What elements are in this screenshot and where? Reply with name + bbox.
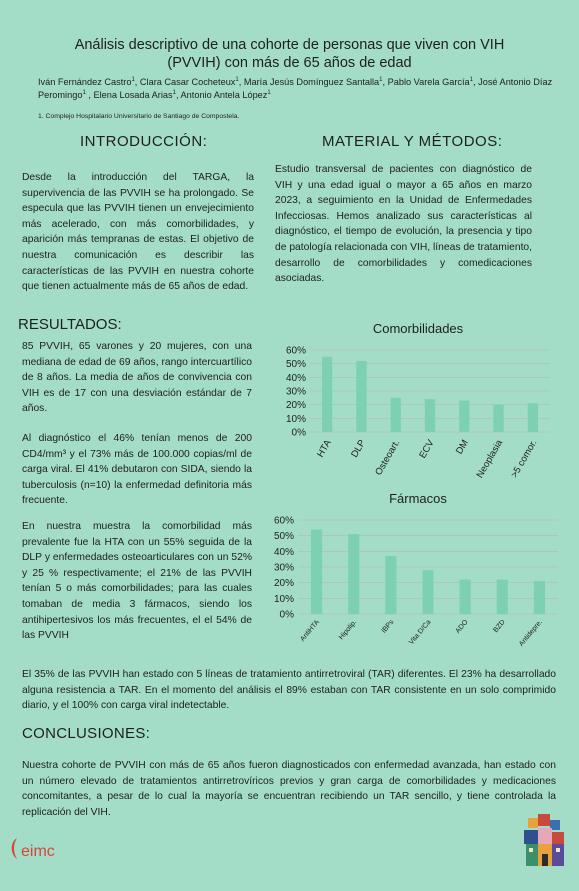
bar — [322, 357, 332, 432]
results-paragraph-1: 85 PVVIH, 65 varones y 20 mujeres, con una mediana de edad de 69 años, rango intercuartílico de 8 años. La media de años de convivencia con VIH es de 17 con una desviación estándar de 7 años. — [22, 341, 252, 415]
svg-text:eimc: eimc — [21, 843, 55, 860]
conclusions-heading: CONCLUSIONES: — [22, 725, 151, 742]
author-name: María Jesús Domínguez Santalla — [243, 77, 380, 87]
author-affiliation-mark: 1 — [172, 89, 176, 96]
x-tick-label: ADO — [454, 618, 470, 635]
author-name: Iván Fernández Castro — [38, 77, 132, 87]
author-list: Iván Fernández Castro$^1$, Clara Casar Cocheteux$^1$, María Jesús Domínguez Santalla$^1$, Pablo Varela García$^1$, José Antonio Díaz Peromingo$^1$ , Elena Losada Arias$^1$, Antonio Antela López$^1$ — [38, 76, 553, 100]
author-name: Antonio Antela López — [180, 89, 268, 100]
x-tick-label: Antidepre. — [518, 618, 544, 648]
y-tick-label: 10% — [285, 413, 306, 425]
methods-text: Estudio transversal de pacientes con diagnóstico de VIH y una edad igual o mayor a 65 años en marzo 2023, a seguimiento en la Unidad de Enfermedades Infecciosas. Hemos analizado sus características al diagnóstico, el tiempo de evolución, la presencia y tipo de patología relacionada con VIH, líneas de tratamiento, desarrollo de comorbilidades y comedicaciones asociadas. — [275, 164, 533, 285]
bar — [385, 556, 396, 614]
results-paragraph-2: Al diagnóstico el 46% tenían menos de 200 CD4/mm³ y el 73% más de 100.000 copias/ml de carga viral. El 41% debutaron con SIDA, siendo la tuberculosis (n=10) la enfermedad definitoria más frecuente. — [22, 433, 252, 507]
poster-title — [20, 36, 559, 72]
eimc-logo — [8, 832, 74, 866]
y-tick-label: 20% — [285, 400, 306, 412]
y-tick-label: 60% — [273, 515, 294, 527]
x-tick-label: HTA — [315, 438, 334, 460]
y-tick-label: 0% — [291, 427, 306, 439]
bar — [528, 403, 538, 432]
chart-title: Fármacos — [389, 491, 447, 506]
x-tick-label: Neoplasia — [474, 438, 506, 481]
y-tick-label: 0% — [279, 609, 294, 621]
bar — [311, 529, 322, 614]
x-tick-label: Osteoart. — [373, 438, 403, 478]
results-heading: RESULTADOS: — [18, 316, 122, 333]
x-tick-label: >5 comor. — [508, 438, 540, 480]
bar — [348, 534, 359, 614]
intro-heading: INTRODUCCIÓN: — [80, 133, 208, 150]
affiliation: 1. Complejo Hospitalario Universitario de Santiago de Compostela. — [38, 113, 240, 120]
y-tick-label: 40% — [285, 372, 306, 384]
y-tick-label: 60% — [285, 345, 306, 357]
bar — [493, 405, 503, 432]
author-affiliation-mark: 1 — [267, 89, 271, 96]
bar — [425, 399, 435, 432]
bar — [391, 398, 401, 432]
bar — [460, 580, 471, 614]
author-name: José Antonio Díaz Peromingo — [38, 77, 553, 100]
drugs-chart — [270, 488, 570, 660]
author-affiliation-mark: 1 — [82, 89, 86, 96]
title-line-2: (PVVIH) con más de 65 años de edad — [167, 55, 412, 71]
author-name: Elena Losada Arias — [93, 89, 173, 100]
pixel-building-icon — [520, 812, 568, 870]
x-tick-label: Hipolip. — [337, 618, 359, 642]
logo-swoosh-icon — [12, 838, 17, 859]
bar — [459, 401, 469, 432]
chart-title: Comorbilidades — [372, 321, 464, 336]
x-tick-label: IBPs — [380, 618, 396, 635]
x-tick-label: DM — [453, 438, 471, 457]
comorbidities-chart — [270, 318, 570, 493]
x-tick-label: DLP — [349, 438, 369, 460]
author-name: Clara Casar Cocheteux — [139, 77, 236, 87]
bar — [356, 361, 366, 432]
y-tick-label: 30% — [273, 562, 294, 574]
y-tick-label: 20% — [273, 578, 294, 590]
bar — [497, 580, 508, 614]
x-tick-label: AntiHTA — [299, 618, 322, 643]
x-tick-label: ECV — [417, 438, 437, 461]
y-tick-label: 40% — [273, 546, 294, 558]
intro-text: Desde la introducción del TARGA, la supervivencia de las PVVIH se ha prolongado. Se especula que las PVVIH tienen un envejecimiento más acelerado, con más comorbilidades, y aparición más tempranas de estas. El objetivo de nuestra comunicación es describir las características de las PVVIH en nuestra cohorte que tienen actualmente más de 65 años de edad. — [22, 172, 254, 293]
x-tick-label: Vita D/Ca — [407, 618, 433, 647]
author-affiliation-mark: 1 — [235, 76, 239, 83]
y-tick-label: 10% — [273, 593, 294, 605]
author-affiliation-mark: 1 — [131, 76, 135, 83]
y-tick-label: 30% — [285, 386, 306, 398]
author-affiliation-mark: 1 — [379, 76, 383, 83]
y-tick-label: 50% — [285, 359, 306, 371]
x-tick-label: BZD — [492, 618, 507, 635]
author-name: Pablo Varela García — [387, 77, 470, 87]
methods-heading: MATERIAL Y MÉTODOS: — [322, 133, 503, 150]
y-tick-label: 50% — [273, 531, 294, 543]
title-line-1: Análisis descriptivo de una cohorte de personas que viven con VIH — [74, 37, 505, 53]
bar — [422, 570, 433, 614]
bar — [534, 581, 545, 614]
results-paragraph-3: En nuestra muestra la comorbilidad más prevalente fue la HTA con un 55% seguida de la DLP y enfermedades osteoarticulares con un 52% y 25 % respectivamente; el 21% de las PVVIH tenían 5 o más comorbilidades; para las cuales tomaban de media 3 fármacos, siendo los antihipertesivos los más frecuentes, el el 54% de las PVVIH — [22, 521, 252, 642]
author-affiliation-mark: 1 — [469, 76, 473, 83]
conclusions-text: Nuestra cohorte de PVVIH con más de 65 años fueron diagnosticados con enfermedad avanzada, han estado con un número elevado de tratamientos antirretrovíricos previos y gran carga de comorbilidades y medicaciones concomitantes, a pesar de lo cual la mayoría se encuentran recibiendo un TAR sencillo, y tiene controlada la replicación del VIH. — [22, 760, 556, 818]
results-paragraph-4: El 35% de las PVVIH han estado con 5 líneas de tratamiento antirretroviral (TAR) diferentes. El 23% ha desarrollado alguna resistencia a TAR. En el momento del análisis el 89% estaban con TAR consistente en un solo comprimido diario, y el 100% con carga viral indetectable. — [22, 669, 556, 712]
